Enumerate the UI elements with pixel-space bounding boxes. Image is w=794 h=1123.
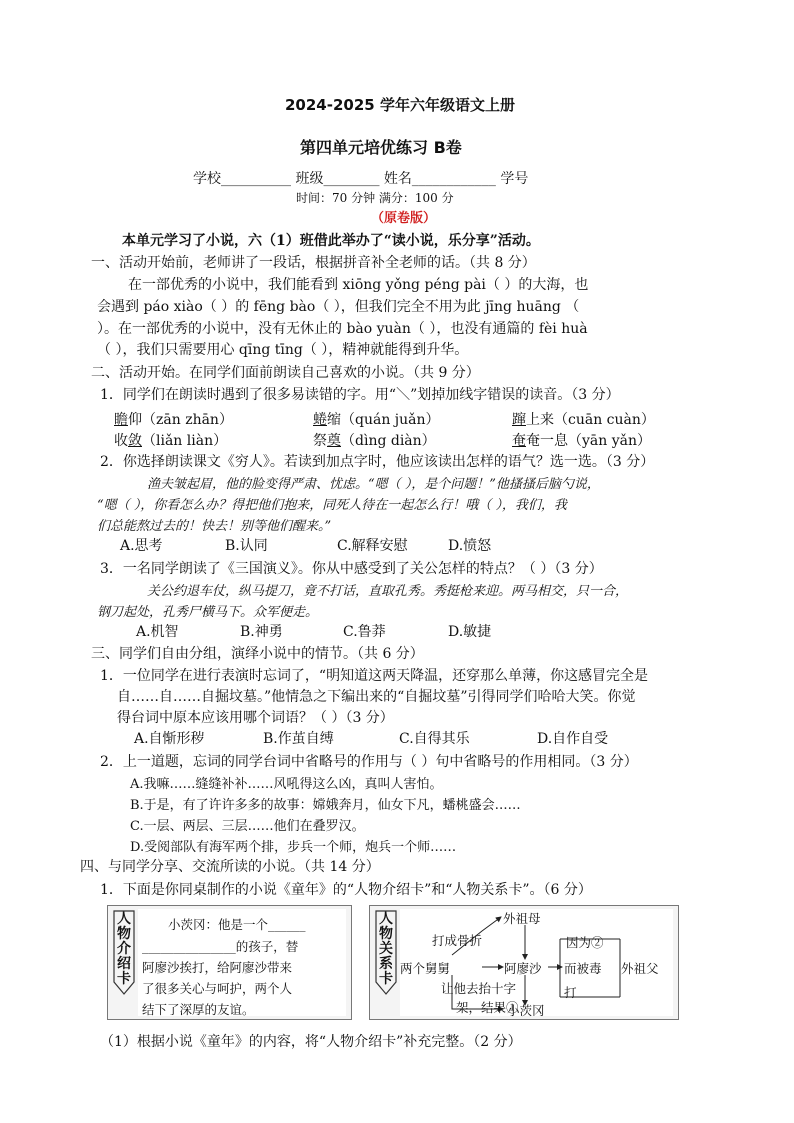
card-line: 结下了深厚的友谊。 <box>142 1002 255 1017</box>
doc-subtitle: 第四单元培优练习 B卷 <box>300 138 462 157</box>
edition-label: （原卷版） <box>371 211 437 226</box>
s3q2-option: C.一层、两层、三层……他们在叠罗汉。 <box>130 819 365 834</box>
section3-q2: 2．上一道题，忘词的同学台词中省略号的作用与（ ）句中省略号的作用相同。（3 分） <box>100 754 638 770</box>
q3-option: A.机智 <box>136 624 179 640</box>
word-item: 蜷缩（quán juǎn） <box>313 412 440 428</box>
alyosha-label: 阿廖沙 <box>504 961 542 976</box>
q3-option: C.鲁莽 <box>343 624 386 640</box>
beat-label: 打成骨折 <box>432 933 483 948</box>
s3q1-option: C.自得其乐 <box>399 731 470 747</box>
s3q1-option: D.自作自受 <box>537 731 609 747</box>
section3-q1-line: 1．一位同学在进行表演时忘词了，“明知道这两天降温，还穿那么单薄，你这感冒完全是 <box>100 668 649 684</box>
time-score-line: 时间：70 分钟 满分：100 分 <box>296 191 454 205</box>
s3q2-option: B.于是，有了许许多多的故事：嫦娥奔月，仙女下凡，蟠桃盛会…… <box>130 798 521 813</box>
student-info-line: 学校__________ 班级________ 姓名____________ 学号 <box>193 171 529 187</box>
uncles-label: 两个舅舅 <box>400 961 451 976</box>
word-item: 蹿上来（cuān cuàn） <box>512 412 655 428</box>
word-item: 瞻仰（zān zhān） <box>114 412 233 428</box>
word-item: 祭奠（dìng diàn） <box>313 433 436 449</box>
section1-heading: 一、活动开始前，老师讲了一段话，根据拼音补全老师的话。（共 8 分） <box>91 255 536 271</box>
section2-q3: 3．一名同学朗读了《三国演义》。你从中感受到了关公怎样的特点？（ ）（3 分） <box>100 561 603 577</box>
s3q2-option: D.受阅部队有海军两个排，步兵一个师，炮兵一个师…… <box>130 840 457 855</box>
cross-label-2: 架，结果① <box>456 1000 519 1015</box>
section4-q1: 1．下面是你同桌制作的小说《童年》的“人物介绍卡”和“人物关系卡”。（6 分） <box>100 882 592 898</box>
card-line: 阿廖沙挨打，给阿廖沙带来 <box>142 960 293 975</box>
gypsy-label: 小茨冈 <box>507 1003 545 1018</box>
card-tag-shape <box>375 910 397 996</box>
reason-label-2: 而被毒 <box>564 961 602 976</box>
doc-title: 2024-2025 学年六年级语文上册 <box>285 96 515 114</box>
word-item: 收敛（liǎn liàn） <box>114 433 228 449</box>
grandmother-label: 外祖母 <box>503 911 541 926</box>
q2-passage-line: 们总能熬过去的！快去！别等他们醒来。” <box>97 519 332 534</box>
s3q1-option: A.自惭形秽 <box>134 731 205 747</box>
card-line: 了很多关心与呵护，两个人 <box>142 981 293 996</box>
q2-option: A.思考 <box>120 538 163 554</box>
q2-passage-line: 渔夫皱起眉，他的脸变得严肃、忧虑。“嗯（ ），是个问题！”他搔搔后脑勺说， <box>147 477 600 492</box>
q2-option: D.愤怒 <box>448 538 492 554</box>
section2-heading: 二、活动开始。在同学们面前朗读自己喜欢的小说。（共 9 分） <box>91 365 480 381</box>
section4-heading: 四、与同学分享、交流所读的小说。（共 14 分） <box>80 859 380 875</box>
card-body <box>138 909 346 1016</box>
section2-q2: 2．你选择朗读课文《穷人》。若读到加点字时，他应该读出怎样的语气？选一选。（3 分） <box>100 454 655 470</box>
cross-label-1: 让他去抬十字 <box>441 981 517 996</box>
section1-line: ）。在一部优秀的小说中，没有无休止的 bào yuàn（ ），也没有通篇的 fèi huà <box>97 321 588 337</box>
section1-line: 会遇到 páo xiào（ ）的 fēng bào（ ），但我们完全不用为此 jīng huāng （ <box>97 299 580 315</box>
reason-label-3: 打 <box>564 985 577 1000</box>
section3-q1-line: 自……自……自掘坟墓。”他情急之下编出来的“自掘坟墓”引得同学们哈哈大笑。你觉 <box>117 689 636 705</box>
s3q1-option: B.作茧自缚 <box>263 731 334 747</box>
grandfather-label: 外祖父 <box>621 961 659 976</box>
section1-line: （ ），我们只需要用心 qīng tīng（ ），精神就能得到升华。 <box>97 342 469 358</box>
card-body <box>400 909 673 1016</box>
section3-q1-line: 得台词中原本应该用哪个词语？（ ）（3 分） <box>117 710 394 726</box>
card-tag: 人 物 介 绍 卡 <box>117 911 131 987</box>
q2-passage-line: “嗯（ ），你看怎么办？得把他们抱来，同死人待在一起怎么行！哦（ ），我们，我 <box>97 498 567 513</box>
reason-label-1: 因为② <box>566 935 604 950</box>
card-line: _______________的孩子，替 <box>142 939 299 954</box>
card-line: 小茨冈：他是一个______ <box>168 917 306 932</box>
relationship-card <box>369 905 679 1020</box>
s3q2-option: A.我嘛……缝缝补补……风吼得这么凶，真叫人害怕。 <box>130 777 443 792</box>
q3-passage-line: 钢刀起处，孔秀尸横马下。众军便走。 <box>97 605 319 620</box>
word-item: 奄奄一息（yān yǎn） <box>512 433 651 449</box>
section4-sub1: （1）根据小说《童年》的内容，将“人物介绍卡”补充完整。（2 分） <box>100 1034 522 1050</box>
q2-option: C.解释安慰 <box>337 538 408 554</box>
section3-heading: 三、同学们自由分组，演绎小说中的情节。（共 6 分） <box>91 646 424 662</box>
card-tag-shape <box>113 910 135 996</box>
q2-option: B.认同 <box>225 538 268 554</box>
section2-q1: 1．同学们在朗读时遇到了很多易读错的字。用“＼”划掉加线字错误的读音。（3 分） <box>100 387 620 403</box>
intro-text: 本单元学习了小说，六（1）班借此举办了“读小说，乐分享”活动。 <box>122 233 540 249</box>
character-intro-card <box>107 905 352 1020</box>
q3-option: D.敏捷 <box>448 624 492 640</box>
q3-passage-line: 关公约退车仗，纵马提刀，竟不打话，直取孔秀。秀挺枪来迎。两马相交，只一合， <box>147 584 629 599</box>
card-tag: 人 物 关 系 卡 <box>379 911 393 987</box>
section1-line: 在一部优秀的小说中，我们能看到 xiōng yǒng péng pài（ ）的大海，也 <box>128 277 589 293</box>
q3-option: B.神勇 <box>240 624 283 640</box>
